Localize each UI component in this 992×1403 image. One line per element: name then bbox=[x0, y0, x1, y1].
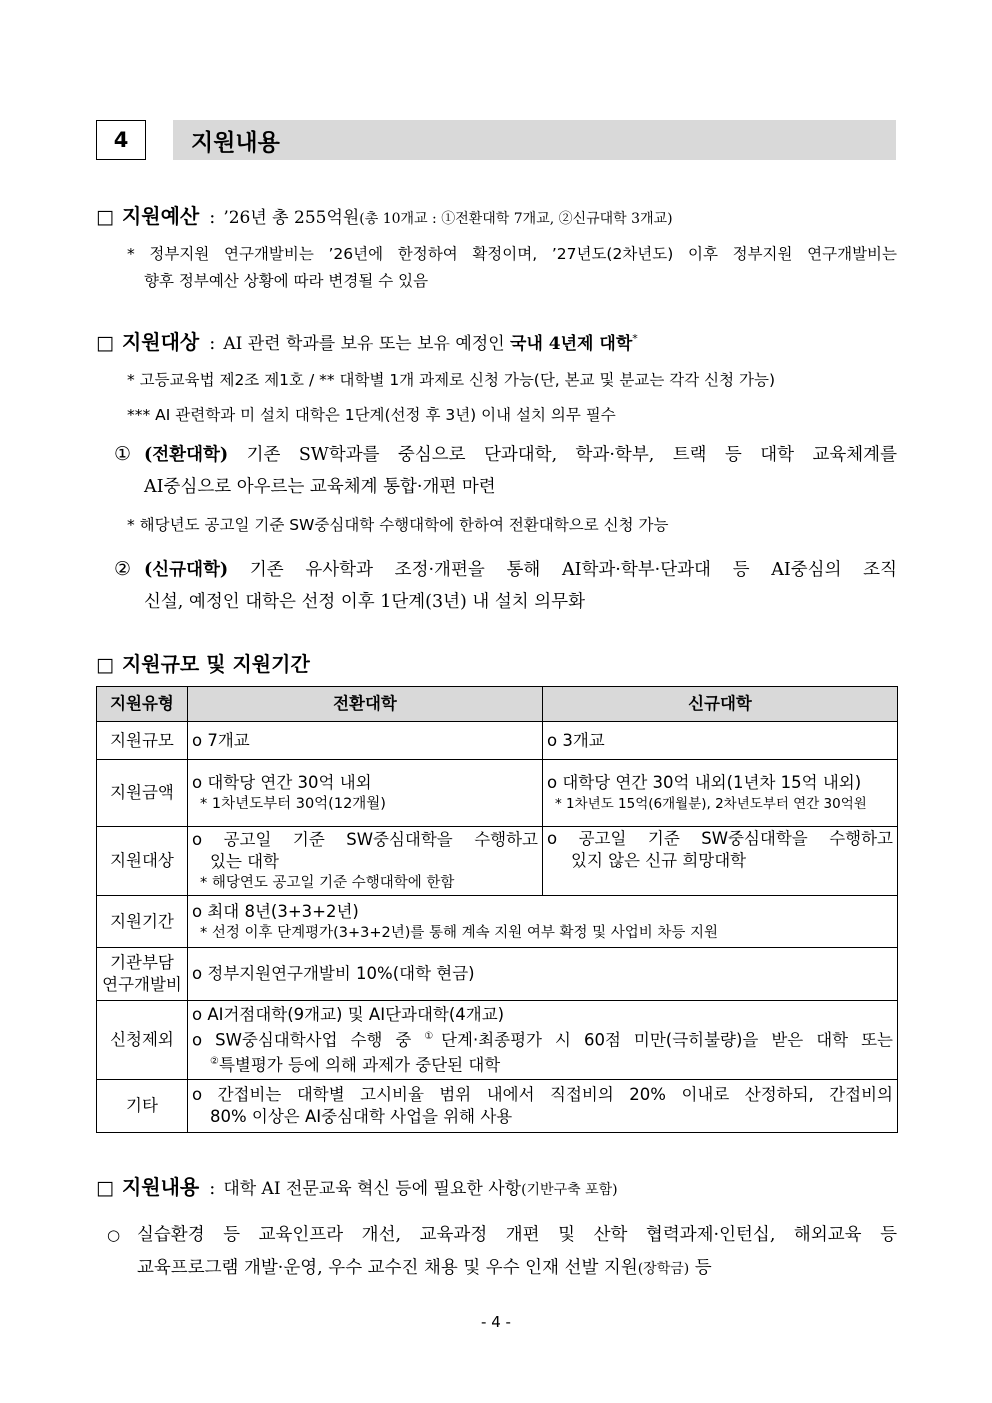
target-desc: AI 관련 학과를 보유 또는 보유 예정인 bbox=[223, 334, 511, 354]
section-number: 4 bbox=[96, 120, 146, 160]
item1-note: * 해당년도 공고일 기준 SW중심대학 수행대학에 한하여 전환대학으로 신청 가능 bbox=[127, 516, 669, 534]
checkbox-square-icon: □ bbox=[96, 1177, 114, 1199]
target-heading: □ 지원대상 : AI 관련 학과를 보유 또는 보유 예정인 국내 4년제 대학* bbox=[96, 330, 638, 354]
bullet-circle-icon: ○ bbox=[107, 1226, 121, 1244]
budget-note-line1: * 정부지원 연구개발비는 ’26년에 한정하여 확정이며, ’27년도(2차년도) 이후 정부지원 연구개발비는 bbox=[127, 245, 897, 263]
table-header: 신규대학 bbox=[543, 687, 898, 722]
table-cell: o 대학당 연간 30억 내외 * 1차년도부터 30억(12개월) bbox=[188, 760, 543, 827]
content-line2: 교육프로그램 개발·운영, 우수 교수진 채용 및 우수 인재 선발 지원(장학금) 등 bbox=[137, 1258, 712, 1278]
target-note1: * 고등교육법 제2조 제1호 / ** 대학별 1개 과제로 신청 가능(단, 본교 및 분교는 각각 신청 가능) bbox=[127, 371, 776, 389]
target-desc-bold: 국내 4년제 대학 bbox=[510, 334, 633, 354]
table-row bbox=[97, 1080, 898, 1133]
checkbox-square-icon: □ bbox=[96, 654, 114, 676]
content-heading: □ 지원내용 : 대학 AI 전문교육 혁신 등에 필요한 사항(기반구축 포함) bbox=[96, 1175, 618, 1199]
page-number: - 4 - bbox=[481, 1313, 511, 1331]
support-table bbox=[96, 686, 898, 1133]
section-title: 지원내용 bbox=[173, 120, 896, 160]
content-desc: 대학 AI 전문교육 혁신 등에 필요한 사항 bbox=[223, 1179, 522, 1199]
table-row bbox=[97, 1001, 898, 1080]
item1-line2: AI중심으로 아우르는 교육체계 통합·개편 마련 bbox=[144, 477, 496, 497]
table-cell: o 공고일 기준 SW중심대학을 수행하고 있는 대학 * 해당연도 공고일 기준 수행대학에 한함 bbox=[188, 827, 543, 896]
table-row bbox=[97, 827, 898, 896]
item2-marker: ② bbox=[114, 558, 132, 580]
table-row bbox=[97, 722, 898, 760]
table-header: 지원유형 bbox=[97, 687, 188, 722]
table-cell: o AI거점대학(9개교) 및 AI단과대학(4개교) o SW중심대학사업 수행 중 ①단계·최종평가 시 60점 미만(극히불량)을 받은 대학 또는 ②특별평가 등에 의해 과제가 중단된 대학 bbox=[188, 1001, 898, 1080]
content-desc-paren: (기반구축 포함) bbox=[521, 1182, 618, 1198]
table-row bbox=[97, 760, 898, 827]
row-label: 기타 bbox=[97, 1080, 188, 1133]
checkbox-square-icon: □ bbox=[96, 332, 114, 354]
budget-note-line2: 향후 정부예산 상황에 따라 변경될 수 있음 bbox=[144, 272, 429, 290]
row-label: 기관부담 연구개발비 bbox=[97, 948, 188, 1001]
table-cell: o 정부지원연구개발비 10%(대학 현금) bbox=[188, 948, 898, 1001]
table-cell: o 3개교 bbox=[543, 722, 898, 760]
row-label: 지원기간 bbox=[97, 896, 188, 948]
table-cell: o 간접비는 대학별 고시비율 범위 내에서 직접비의 20% 이내로 산정하되, 간접비의 80% 이상은 AI중심대학 사업을 위해 사용 bbox=[188, 1080, 898, 1133]
item1-marker: ① bbox=[114, 443, 132, 465]
table-row bbox=[97, 896, 898, 948]
content-line1: 실습환경 등 교육인프라 개선, 교육과정 개편 및 산학 협력과제·인턴십, 해외교육 등 bbox=[137, 1225, 897, 1245]
row-label: 지원금액 bbox=[97, 760, 188, 827]
budget-desc: ’26년 총 255억원 bbox=[223, 208, 360, 228]
table-cell: o 최대 8년(3+3+2년) * 선정 이후 단계평가(3+3+2년)를 통해 계속 지원 여부 확정 및 사업비 차등 지원 bbox=[188, 896, 898, 948]
budget-desc-paren: (총 10개교 : ①전환대학 7개교, ②신규대학 3개교) bbox=[359, 211, 673, 227]
checkbox-square-icon: □ bbox=[96, 206, 114, 228]
table-header: 전환대학 bbox=[188, 687, 543, 722]
row-label: 지원대상 bbox=[97, 827, 188, 896]
table-row bbox=[97, 687, 898, 722]
row-label: 지원규모 bbox=[97, 722, 188, 760]
item1-line1: (전환대학) 기존 SW학과를 중심으로 단과대학, 학과·학부, 트랙 등 대학 교육체계를 bbox=[144, 445, 897, 465]
target-note2: *** AI 관련학과 미 설치 대학은 1단계(선정 후 3년) 이내 설치 의무 필수 bbox=[127, 406, 616, 424]
item2-line2: 신설, 예정인 대학은 선정 이후 1단계(3년) 내 설치 의무화 bbox=[144, 592, 585, 612]
budget-heading: □ 지원예산 : ’26년 총 255억원(총 10개교 : ①전환대학 7개교, ②신규대학 3개교) bbox=[96, 204, 673, 228]
table-cell: o 공고일 기준 SW중심대학을 수행하고 있지 않은 신규 희망대학 bbox=[543, 827, 898, 896]
item2-line1: (신규대학) 기존 유사학과 조정·개편을 통해 AI학과·학부·단과대 등 AI중심의 조직 bbox=[144, 560, 897, 580]
table-row bbox=[97, 948, 898, 1001]
scale-heading: □ 지원규모 및 지원기간 bbox=[96, 652, 310, 676]
table-cell: o 7개교 bbox=[188, 722, 543, 760]
row-label: 신청제외 bbox=[97, 1001, 188, 1080]
table-cell: o 대학당 연간 30억 내외(1년차 15억 내외) * 1차년도 15억(6개월분), 2차년도부터 연간 30억원 bbox=[543, 760, 898, 827]
